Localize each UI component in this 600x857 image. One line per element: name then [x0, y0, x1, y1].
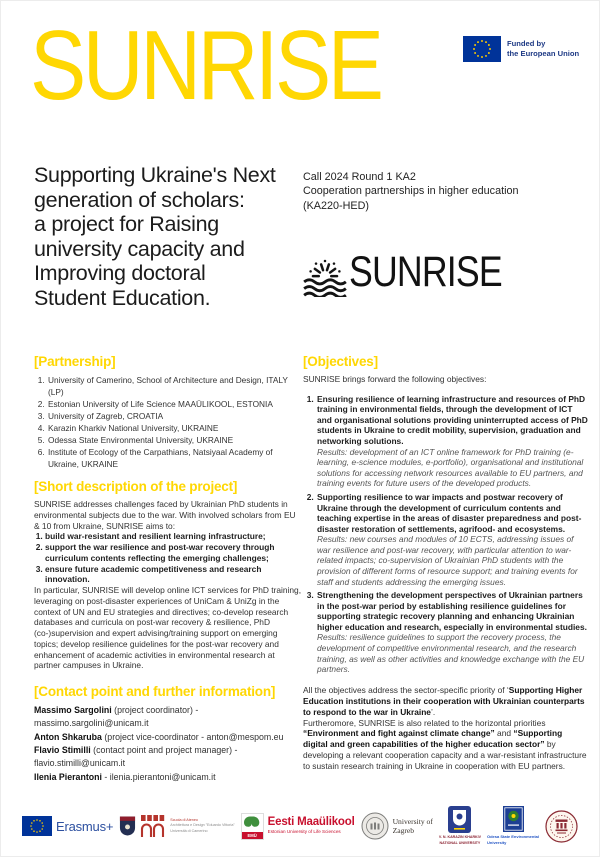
objective-statement: 3. Strengthening the development perspectives of Ukrainian partners in the post-war period by establishing resilience guidelines for supporting strategic recovery planning and enhancing Ukrainian higher education and research, especially in environmental studies. [317, 590, 587, 632]
title-line: Student Education. [34, 285, 211, 310]
contact-person [34, 731, 302, 744]
zagreb-seal-icon [361, 812, 389, 840]
eu-flag-icon [463, 36, 501, 62]
partnership-section [34, 354, 302, 470]
unicam-line: Architettura e Design "Eduardo Vittoria" [170, 823, 235, 828]
karazin-emblem-icon [448, 806, 471, 833]
zagreb-line: Zagreb [392, 826, 415, 835]
contact-name: Anton Shkaruba [34, 731, 102, 742]
karazin-line: NATIONAL UNIVERSITY [439, 840, 481, 845]
call-line: Cooperation partnerships in higher education [303, 185, 519, 198]
description-section [34, 479, 302, 671]
project-logo [301, 248, 533, 297]
title-line: Improving doctoral [34, 261, 206, 285]
objective-statement: 1. Ensuring resilience of learning infrastructure and resources of PhD training in environmental fields, through the development of ICT and organisational solutions providing uninterrupted access of PhD students in Ukraine to credit mobility, supervision, graduation and networking solutions. [317, 393, 588, 447]
aims-list [34, 531, 302, 585]
emu-badge: EMÜ [242, 832, 263, 839]
academy-seal-icon [545, 810, 578, 843]
brand-wordmark: SUNRISE [30, 10, 381, 120]
odesa-logo [487, 806, 539, 845]
eu-badge-line1: Funded by [507, 39, 546, 49]
objective-results: Results: resilience guidelines to support the recovery process, the development of competitive environmental research, and the research training, as well as other activities and knowledge exchange with the EU partners. [317, 632, 585, 675]
description-intro: SUNRISE addresses challenges faced by Ukrainian PhD students in environmental subjects due to the war. With involved scholars from EU & 10 from Ukraine, SUNRISE aims to: [34, 499, 296, 531]
zagreb-logo [361, 812, 433, 840]
aim-item: 1. build war-resistant and resilient learning infrastructure; [45, 531, 302, 542]
title-line: generation of scholars: [34, 187, 245, 212]
objective-statement: 2. Supporting resilience to war impacts and postwar recovery of Ukraine through the development of curriculum contents and teaching expertise in the areas of disaster preparedness and post-disaster restoration of settlements, agrifood- and ecosystems. [317, 491, 582, 534]
closing-priority: “Supporting digital and green capabilities of the higher education sector” [303, 728, 563, 750]
title-line: a project for Raising [34, 212, 219, 236]
contact-details: (contact point and project manager) - flavio.stimilli@unicam.it [34, 745, 238, 769]
sun-over-waves-icon [301, 249, 349, 297]
closing-paragraph-2 [303, 718, 588, 773]
call-line: (KA220-HED) [303, 199, 369, 212]
description-heading: [Short description of the project] [34, 479, 238, 494]
contact-person [34, 771, 302, 784]
eu-badge-text [507, 39, 579, 59]
objectives-intro: SUNRISE brings forward the following objectives: [303, 374, 487, 384]
title-line: university capacity and [34, 236, 245, 261]
closing-text: and [494, 728, 514, 739]
erasmus-plus-logo [22, 816, 113, 836]
partner-item: 4. Karazin Kharkiv National University, UKRAINE [47, 422, 302, 434]
karazin-label [439, 835, 481, 845]
title-line: Supporting Ukraine's Next [34, 163, 276, 187]
contact-name: Flavio Stimilli [34, 745, 91, 756]
erasmus-plus-label: Erasmus+ [56, 818, 114, 834]
closing-text: by developing a relevant cooperation capacity and a war-resistant infrastructure to sustain research training in Ukraine in cooperation with EU partners. [303, 739, 587, 772]
unicam-line: Università di Camerino [170, 828, 208, 833]
aim-item: 2. support the war resilience and post-war recovery through curriculum contents reflecting the emerging challenges; [45, 542, 302, 564]
academy-seal-logo [545, 810, 578, 843]
partnership-list [34, 374, 302, 470]
contact-name: Massimo Sargolini [34, 705, 112, 715]
contact-person [34, 704, 302, 731]
emu-emblem-icon [241, 813, 264, 840]
contact-heading: [Contact point and further information] [34, 684, 276, 699]
objective-results: Results: new courses and modules of 10 ECTS, addressing issues of war resilience and post-war recovery, with particular attention to war-related impacts; co-supervision of Ukrainian PhD students with the provision of different forms of resource support; and training events for staff and students addressing the emerging issues. [317, 534, 578, 587]
objectives-heading: [Objectives] [303, 354, 378, 369]
unicam-label [170, 818, 234, 835]
contact-name: Ilenia Pierantoni [34, 771, 102, 782]
zagreb-label [393, 817, 433, 835]
partner-item: 1. University of Camerino, School of Architecture and Design, ITALY (LP) [47, 374, 302, 398]
contact-details: - ilenia.pierantoni@unicam.it [101, 771, 216, 782]
karazin-logo [439, 806, 481, 845]
eu-funding-badge [463, 36, 579, 62]
page-title [34, 163, 276, 310]
contact-details: (project vice-coordinator - anton@mespom.eu [101, 731, 284, 742]
partnership-heading: [Partnership] [34, 354, 116, 369]
unicam-architecture-icon [140, 815, 166, 837]
contact-section [34, 684, 302, 784]
odesa-emblem-icon [503, 806, 524, 832]
partner-item: 5. Odessa State Environmental University, UKRAINE [47, 434, 302, 446]
objectives-section [303, 354, 588, 772]
unicam-shield-icon [119, 815, 136, 837]
project-logo-wordmark: SUNRISE [349, 248, 502, 296]
objective-item [316, 394, 588, 489]
closing-text: Furtheromore, SUNRISE is also related to the horizontal priorities [303, 717, 546, 728]
emu-subtitle: Estonian University of Life Sciences [267, 829, 341, 835]
closing-paragraph-1 [303, 685, 588, 718]
contact-person [34, 744, 302, 771]
odesa-line: University [487, 840, 507, 845]
unicam-line: Scuola di Ateneo [170, 817, 198, 822]
objective-results: Results: development of an ICT online framework for PhD training (e-learning, e-science modules, e-portfolio), organisational and institutional solutions for accessing network resources available to EU partners, and training events for future users of the developed products. [317, 446, 584, 489]
objective-item [316, 590, 588, 675]
eu-badge-line2: the European Union [507, 49, 580, 58]
erasmus-eu-flag-icon [22, 816, 52, 836]
call-line: Call 2024 Round 1 KA2 [303, 171, 416, 183]
contact-details: (project coordinator) - massimo.sargolini@unicam.it [34, 705, 199, 729]
zagreb-line: University of [392, 816, 433, 826]
aim-item: 3. ensure future academic competitiveness and research innovation. [45, 564, 302, 586]
odesa-label [487, 834, 539, 845]
partner-item: 3. University of Zagreb, CROATIA [47, 410, 302, 422]
unicam-logo [119, 815, 234, 837]
closing-priority: Supporting Higher Education institutions in their cooperation with Ukrainian counterparts to respond to the war in Ukraine [303, 684, 585, 717]
closing-priority: “Environment and fight against climate change” [303, 728, 495, 739]
partner-item: 2. Estonian University of Life Science MAAÜLIKOOL, ESTONIA [47, 398, 302, 410]
odesa-line: Odesa State Environmental [487, 834, 540, 840]
emu-logo [241, 813, 355, 840]
emu-label [268, 817, 355, 835]
closing-text: All the objectives address the sector-specific priority of ‘ [303, 684, 509, 695]
karazin-line: V. N. KARAZIN KHARKIV [438, 835, 482, 840]
objectives-list [303, 394, 588, 675]
description-outro: In particular, SUNRISE will develop online ICT services for PhD training, leveraging on post-disaster experiences of UniCam & UniZg in the context of UN and EU strategies and directives; co-develop research databases and curricula on post-war recovery & resilience, PhD (co-)supervision and expert advising/training support on emerging topics; develop resilience guidelines for the post-war recovery and enhancement of academic activities in environmental research at partner campuses in Ukraine. [34, 585, 302, 671]
objective-item [316, 492, 588, 587]
partner-item: 6. Institute of Ecology of the Carpathians, Natsiyaal Academy of Ukraine, UKRAINE [47, 446, 302, 470]
partner-logos-bar [0, 797, 600, 855]
emu-title: Eesti Maaülikool [267, 815, 355, 828]
closing-text: ’. [430, 706, 436, 717]
call-info [303, 170, 518, 213]
